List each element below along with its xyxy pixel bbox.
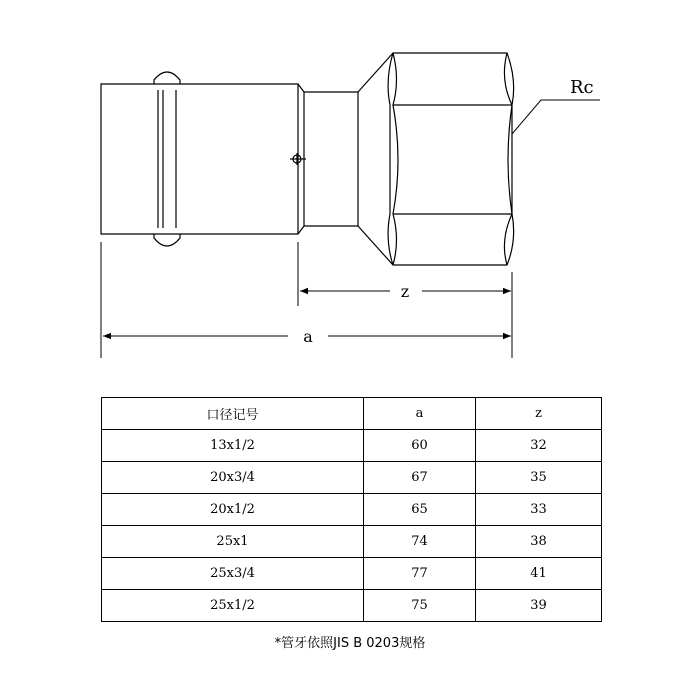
cell-size: 20x3/4 [102, 462, 364, 494]
cell-z: 33 [476, 494, 602, 526]
fitting-outline [101, 53, 514, 265]
table-row [102, 430, 602, 462]
label-a: a [303, 327, 313, 346]
neck [304, 92, 358, 226]
cell-z: 35 [476, 462, 602, 494]
rc-leader [512, 100, 600, 134]
cell-size: 25x1 [102, 526, 364, 558]
cell-z: 38 [476, 526, 602, 558]
header-z: z [476, 398, 602, 430]
table-row [102, 494, 602, 526]
header-size-code: 口径记号 [102, 398, 364, 430]
hex-facets [393, 53, 512, 265]
label-z: z [400, 282, 410, 301]
table-row [102, 526, 602, 558]
bead-top [154, 72, 180, 84]
spec-table [101, 397, 602, 622]
cell-a: 67 [364, 462, 476, 494]
label-rc: Rc [570, 77, 594, 98]
cell-size: 25x1/2 [102, 590, 364, 622]
cell-size: 25x3/4 [102, 558, 364, 590]
cell-a: 75 [364, 590, 476, 622]
cell-a: 65 [364, 494, 476, 526]
table-header-row [102, 398, 602, 430]
cell-a: 77 [364, 558, 476, 590]
cell-size: 20x1/2 [102, 494, 364, 526]
cell-z: 41 [476, 558, 602, 590]
cell-a: 60 [364, 430, 476, 462]
table-row [102, 462, 602, 494]
table-row [102, 558, 602, 590]
cell-a: 74 [364, 526, 476, 558]
press-sleeve [101, 84, 304, 234]
cell-z: 39 [476, 590, 602, 622]
hex-center-facet [393, 105, 512, 214]
table-row [102, 590, 602, 622]
hex-nut [388, 53, 514, 265]
cell-size: 13x1/2 [102, 430, 364, 462]
bead-bottom [154, 234, 180, 246]
footnote: *管牙依照JIS B 0203规格 [274, 636, 426, 651]
header-a: a [364, 398, 476, 430]
cell-z: 32 [476, 430, 602, 462]
